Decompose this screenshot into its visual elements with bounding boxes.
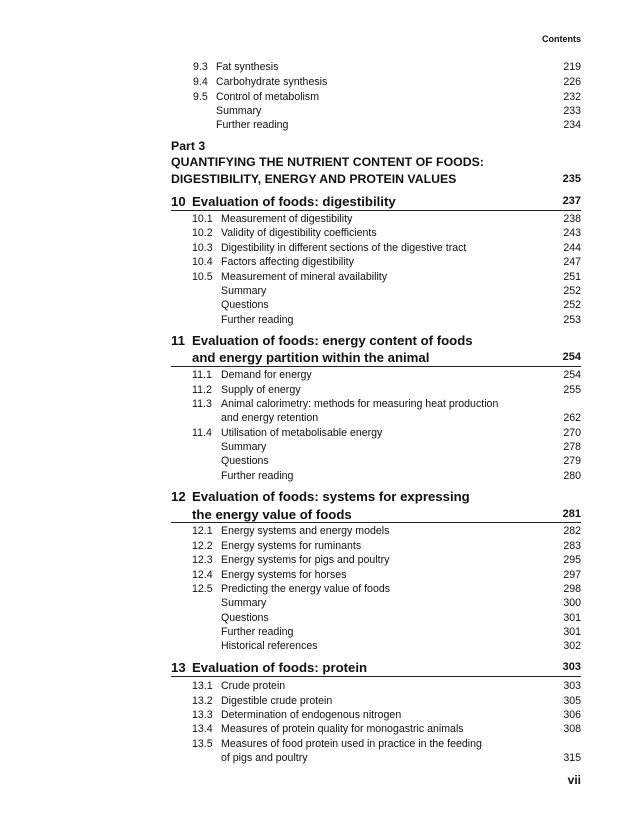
section-title: Fat synthesis [216,61,279,73]
section-title: and energy retention [221,412,319,424]
section-number: 10.2 [192,227,213,239]
section-title: Historical references [221,640,318,652]
section-title: Energy systems for pigs and poultry [221,554,390,566]
chapter-title: Evaluation of foods: digestibility [192,194,396,209]
page-number: 219 [563,61,581,73]
section-number: 12.5 [192,583,213,595]
section-title: Supply of energy [221,384,301,396]
section-title: Questions [221,455,269,467]
section-title: Measurement of digestibility [221,213,353,225]
page-number: 252 [563,299,581,311]
chapter-number: 12 [171,489,186,504]
page-number: 303 [563,680,581,692]
page-number: 315 [563,752,581,764]
part-page-number: 235 [562,173,581,185]
chapter-rule [171,366,581,367]
section-title: Measures of protein quality for monogastric animals [221,723,464,735]
section-number: 9.5 [193,91,208,103]
page-number: 283 [563,540,581,552]
page-number: 300 [563,597,581,609]
chapter-page: 281 [562,508,581,520]
section-title: Predicting the energy value of foods [221,583,391,595]
section-number: 12.2 [192,540,213,552]
section-title: Control of metabolism [216,91,320,103]
section-title: Digestible crude protein [221,695,333,707]
page-number: 270 [563,427,581,439]
page-number: 232 [563,91,581,103]
section-number: 9.3 [193,61,208,73]
chapter-title: Evaluation of foods: energy content of foods [192,333,473,348]
page-number: 234 [563,119,581,131]
chapter-number: 10 [171,194,186,209]
section-title: Crude protein [221,680,286,692]
page-number: 306 [563,709,581,721]
page-folio: vii [567,773,581,787]
section-title: Determination of endogenous nitrogen [221,709,402,721]
page-number: 305 [563,695,581,707]
chapter-rule [171,676,581,677]
section-title: Energy systems and energy models [221,525,390,537]
section-title: Energy systems for ruminants [221,540,362,552]
page-number: 262 [563,412,581,424]
chapter-rule [171,210,581,211]
page-number: 255 [563,384,581,396]
section-number: 10.5 [192,271,213,283]
page-number: 298 [563,583,581,595]
page-number: 302 [563,640,581,652]
section-number: 11.4 [192,427,212,439]
page-number: 278 [563,441,581,453]
page-number: 253 [563,314,581,326]
running-head: Contents [542,34,581,44]
section-number: 12.4 [192,569,213,581]
page-number: 297 [563,569,581,581]
section-number: 13.3 [192,709,213,721]
section-number: 9.4 [193,76,208,88]
chapter-title-line2: the energy value of foods [192,507,352,522]
section-title: Summary [216,105,262,117]
section-title: Summary [221,285,267,297]
section-number: 11.3 [192,398,212,410]
page-number: 233 [563,105,581,117]
chapter-page: 237 [562,195,581,207]
section-title: Utilisation of metabolisable energy [221,427,383,439]
section-number: 11.2 [192,384,212,396]
page-number: 280 [563,470,581,482]
section-title: Digestibility in different sections of the digestive tract [221,242,467,254]
section-title: Summary [221,597,267,609]
chapter-page: 254 [562,351,581,363]
section-number: 10.1 [192,213,213,225]
section-number: 10.3 [192,242,213,254]
section-title: Further reading [221,314,294,326]
part-title-line2: DIGESTIBILITY, ENERGY AND PROTEIN VALUES [171,172,457,186]
chapter-title: Evaluation of foods: protein [192,660,368,675]
section-title: Measures of food protein used in practice in the feeding [221,738,482,750]
page-number: 247 [563,256,581,268]
chapter-title-line2: and energy partition within the animal [192,350,430,365]
page-number: 238 [563,213,581,225]
section-title: Energy systems for horses [221,569,347,581]
section-title: Animal calorimetry: methods for measuring heat production [221,398,499,410]
page-number: 244 [563,242,581,254]
page-number: 301 [563,626,581,638]
page-number: 254 [563,369,581,381]
section-number: 12.3 [192,554,213,566]
section-title: Measurement of mineral availability [221,271,388,283]
page-number: 308 [563,723,581,735]
chapter-rule [171,522,581,523]
section-title: Carbohydrate synthesis [216,76,328,88]
page-number: 252 [563,285,581,297]
page-number: 251 [563,271,581,283]
part-title-line1: QUANTIFYING THE NUTRIENT CONTENT OF FOODS: [171,155,484,169]
page-number: 301 [563,612,581,624]
section-title: Further reading [221,470,294,482]
chapter-page: 303 [562,661,581,673]
section-title: Summary [221,441,267,453]
page-number: 243 [563,227,581,239]
section-number: 12.1 [192,525,213,537]
page-number: 282 [563,525,581,537]
page-number: 279 [563,455,581,467]
section-number: 11.1 [192,369,212,381]
chapter-number: 13 [171,660,186,675]
section-title: of pigs and poultry [221,752,308,764]
section-number: 13.1 [192,680,213,692]
page-number: 295 [563,554,581,566]
chapter-number: 11 [171,333,185,348]
section-title: Factors affecting digestibility [221,256,354,268]
section-number: 13.5 [192,738,213,750]
section-number: 10.4 [192,256,213,268]
section-number: 13.4 [192,723,213,735]
page-number: 226 [563,76,581,88]
part-label: Part 3 [171,139,206,153]
chapter-title: Evaluation of foods: systems for expressing [192,489,470,504]
section-title: Further reading [216,119,289,131]
section-title: Questions [221,612,269,624]
section-title: Further reading [221,626,294,638]
section-title: Questions [221,299,269,311]
section-title: Demand for energy [221,369,312,381]
section-title: Validity of digestibility coefficients [221,227,377,239]
section-number: 13.2 [192,695,213,707]
